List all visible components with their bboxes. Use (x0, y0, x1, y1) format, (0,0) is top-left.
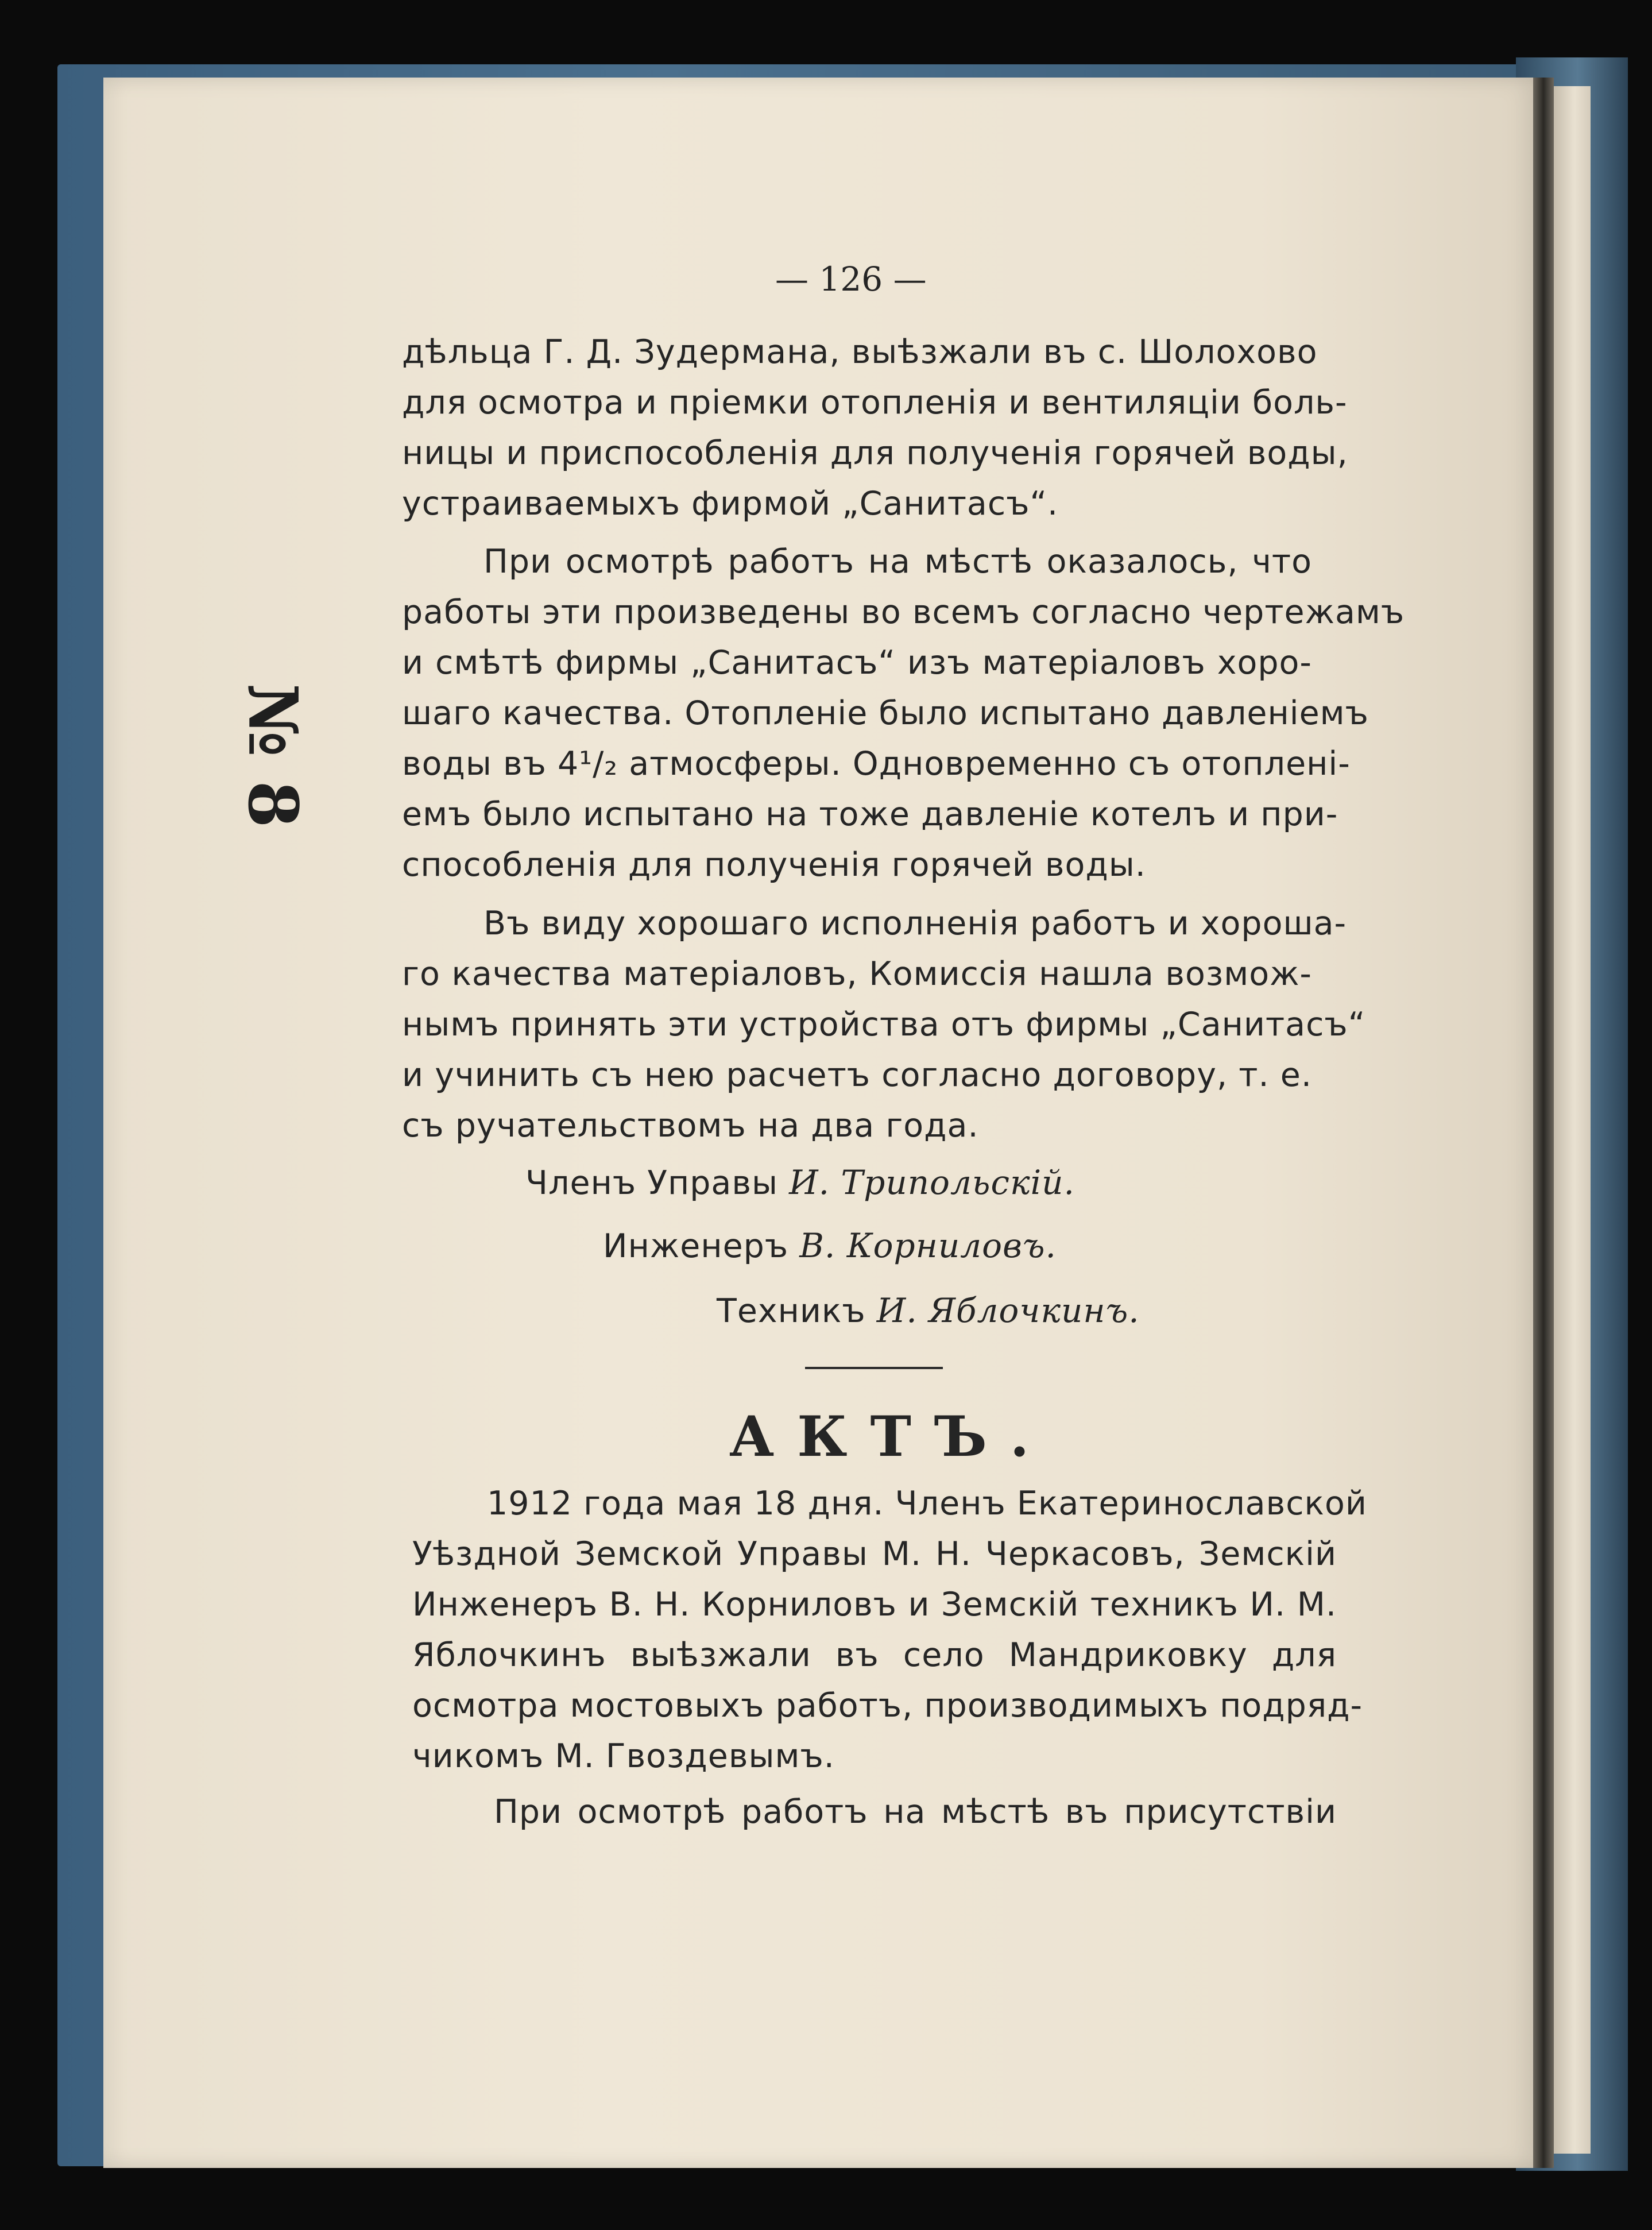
margin-number-mark: № 8 (233, 683, 313, 828)
para2-line-3: и смѣтѣ фирмы „Санитасъ“ изъ матеріаловъ хоро- (402, 644, 1312, 682)
signature-2-role: Инженеръ (603, 1227, 789, 1265)
signature-3 (717, 1291, 1140, 1330)
signature-3-name: И. Яблочкинъ. (876, 1291, 1140, 1330)
para3-line-5: съ ручательствомъ на два года. (402, 1107, 979, 1145)
section-divider (805, 1367, 943, 1369)
para4-line-5: осмотра мостовыхъ работъ, производимыхъ подряд- (412, 1687, 1363, 1725)
book-gutter (1533, 78, 1554, 2168)
para1-line-2: для осмотра и пріемки отопленія и вентиляціи боль- (402, 384, 1348, 422)
para4-line-6: чикомъ М. Гвоздевымъ. (412, 1737, 835, 1775)
signature-2 (603, 1226, 1057, 1265)
para3-line-2: го качества матеріаловъ, Комиссія нашла возмож- (402, 955, 1312, 993)
para1-line-4: устраиваемыхъ фирмой „Санитасъ“. (402, 485, 1059, 523)
para4-line-3: Инженеръ В. Н. Корниловъ и Земскій техникъ И. М. (412, 1586, 1337, 1624)
facing-page-edge (1550, 86, 1591, 2154)
para4-line-4: Яблочкинъ выѣзжали въ село Мандриковку для (412, 1636, 1337, 1674)
para1-line-3: ницы и приспособленія для полученія горячей воды, (402, 434, 1348, 472)
para3-line-1: Въ виду хорошаго исполненія работъ и хороша- (483, 905, 1347, 942)
page-number: — 126 — (775, 260, 927, 299)
signature-1-name: И. Трипольскій. (789, 1163, 1075, 1202)
section-heading: АКТЪ. (729, 1404, 1053, 1469)
signature-2-name: В. Корниловъ. (799, 1226, 1057, 1265)
para2-line-6: емъ было испытано на тоже давленіе котелъ и при- (402, 795, 1338, 833)
para2-line-7: способленія для полученія горячей воды. (402, 846, 1146, 884)
signature-1 (525, 1163, 1075, 1202)
para1-line-1: дѣльца Г. Д. Зудермана, выѣзжали въ с. Шолохово (402, 333, 1318, 371)
para2-line-5: воды въ 4¹/₂ атмосферы. Одновременно съ отопленi- (402, 745, 1351, 783)
para2-line-2: работы эти произведены во всемъ согласно чертежамъ (402, 593, 1405, 631)
para3-line-3: нымъ принять эти устройства отъ фирмы „Санитасъ“ (402, 1006, 1366, 1043)
para4-line-2: Уѣздной Земской Управы М. Н. Черкасовъ, Земскій (412, 1535, 1337, 1573)
para5-line-1: При осмотрѣ работъ на мѣстѣ въ присутствіи (494, 1793, 1337, 1831)
para2-line-4: шаго качества. Отопленіе было испытано давленіемъ (402, 694, 1369, 732)
signature-1-role: Членъ Управы (525, 1164, 778, 1202)
para4-line-1: 1912 года мая 18 дня. Членъ Екатеринославской (487, 1485, 1367, 1522)
signature-3-role: Техникъ (717, 1292, 866, 1330)
para3-line-4: и учинить съ нею расчетъ согласно договору, т. е. (402, 1056, 1312, 1094)
para2-line-1: При осмотрѣ работъ на мѣстѣ оказалось, что (483, 543, 1312, 581)
